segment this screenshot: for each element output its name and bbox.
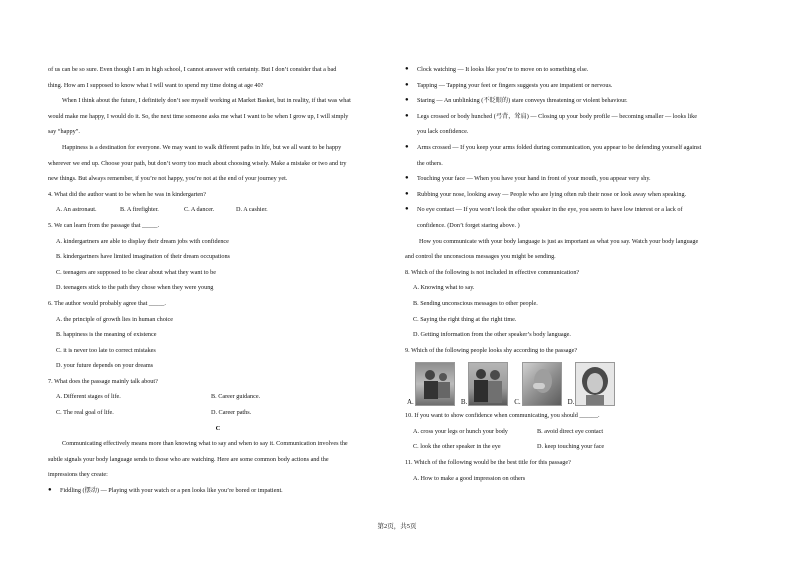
bullet-item [405, 78, 748, 94]
option[interactable]: C. Saying the right thing at the right time. [413, 315, 517, 323]
option[interactable]: B. kindergartners have limited imagination of their dream occupations [56, 253, 230, 261]
right-column [405, 62, 748, 486]
passage-line: would make me happy, I would do it. So, the next time someone asks me what I want to be when I grow up, I will simply [48, 112, 349, 120]
passage-line: new things. But always remember, if you’re not happy, you’re not at the end of your journey yet. [48, 175, 288, 183]
bullet-text: Touching your face — When you have your hand in front of your mouth, you appear very shy. [417, 175, 651, 183]
option[interactable]: B. A firefighter. [120, 206, 159, 214]
bullet-icon: ● [405, 112, 409, 119]
page-number: 第2页，共5页 [377, 523, 417, 530]
passage-line: say “happy”. [48, 128, 80, 136]
bullet-continuation: confidence. (Don’t forget staring above. ) [417, 221, 520, 229]
bullet-icon: ● [48, 487, 52, 494]
bullet-text: Rubbing your nose, looking away — People who are lying often rub their nose or look away when speaking. [417, 190, 687, 198]
question-4-stem: 4. What did the author want to be when he was in kindergarten? [48, 190, 207, 198]
question-7-options-row-1 [48, 389, 388, 405]
option[interactable]: C. look the other speaker in the eye [413, 443, 501, 451]
left-column [48, 62, 388, 499]
picture-option-c[interactable] [514, 362, 561, 406]
passage-line: thing. How am I supposed to know what I will want to spend my time doing at age 40? [48, 81, 264, 89]
bullet-icon: ● [405, 206, 409, 213]
question-9-stem: 9. Which of the following people looks shy according to the passage? [405, 346, 578, 354]
passage-line: Happiness is a destination for everyone. We may want to walk different paths in life, but we all want to be happy [62, 143, 342, 151]
bullet-continuation: you lack confidence. [417, 128, 469, 136]
section-heading: C [215, 424, 221, 432]
option[interactable]: A. How to make a good impression on others [413, 474, 526, 482]
bullet-item [405, 109, 748, 125]
passage-line: and control the unconscious messages you might be sending. [405, 253, 556, 261]
photo-hand-on-face [522, 362, 562, 406]
option[interactable]: D. A cashier. [236, 206, 268, 214]
picture-label: D. [567, 398, 575, 407]
photo-person-arms-folded [415, 362, 455, 406]
option[interactable]: B. Sending unconscious messages to other people. [413, 299, 538, 307]
picture-option-b[interactable] [461, 362, 508, 406]
bullet-icon: ● [405, 175, 409, 182]
passage-line: When I think about the future, I definitely don’t see myself working at Market Basket, but in reality, if that was what [62, 97, 351, 105]
bullet-icon: ● [405, 81, 409, 88]
bullet-icon: ● [405, 143, 409, 150]
question-7-options-row-2 [48, 405, 388, 421]
option[interactable]: C. The real goal of life. [56, 409, 114, 417]
question-9-pictures [405, 360, 748, 406]
question-6-stem: 6. The author would probably agree that _____. [48, 299, 166, 307]
picture-label: A. [407, 398, 414, 407]
bullet-text: Staring — An unblinking (不眨眼的) stare conveys threatening or violent behaviour. [417, 97, 628, 105]
option[interactable]: B. avoid direct eye contact [537, 427, 604, 435]
bullet-item [405, 62, 748, 78]
picture-option-d[interactable] [568, 362, 616, 406]
question-8-stem: 8. Which of the following is not included in effective communication? [405, 268, 580, 276]
option[interactable]: A. Knowing what to say. [413, 284, 475, 292]
option[interactable]: C. A dancer. [184, 206, 215, 214]
question-10-options-row-1 [405, 424, 748, 440]
question-10-stem: 10. If you want to show confidence when communicating, you should ______. [405, 412, 600, 420]
bullet-item [405, 202, 748, 218]
question-5-stem: 5. We can learn from the passage that _____. [48, 221, 160, 229]
bullet-text: Arms crossed — If you keep your arms folded during communication, you appear to be defending yourself against [417, 143, 702, 151]
photo-two-men-talking [468, 362, 508, 406]
passage-line: Communicating effectively means more than knowing what to say and when to say it. Communication involves the [62, 440, 348, 448]
bullet-item [48, 483, 388, 499]
passage-line: subtle signals your body language sends to those who are watching. Here are some common body actions and the [48, 455, 329, 463]
option[interactable]: C. it is never too late to correct mistakes [56, 346, 156, 354]
bullet-icon: ● [405, 97, 409, 104]
bullet-text: Fiddling (摆动) — Playing with your watch or a pen looks like you’re bored or impatient. [60, 487, 283, 495]
option[interactable]: A. kindergartners are able to display their dream jobs with confidence [56, 237, 229, 245]
bullet-item [405, 93, 748, 109]
passage-line: wherever we end up. Choose your path, but don’t worry too much about choosing wisely. Make a mistake or two and try [48, 159, 347, 167]
option[interactable]: D. keep touching your face [537, 443, 605, 451]
bullet-item [405, 171, 748, 187]
photo-smiling-woman [575, 362, 615, 406]
option[interactable]: B. Career guidance. [211, 393, 261, 401]
passage-line: of us can be so sure. Even though I am in high school, I cannot answer with certainty. But I don’t consider that a bad [48, 66, 337, 73]
bullet-text: Tapping — Tapping your feet or fingers suggests you are impatient or nervous. [417, 81, 613, 89]
passage-line: How you communicate with your body language is just as important as what you say. Watch your body language [419, 237, 699, 245]
option[interactable]: D. your future depends on your dreams [56, 362, 154, 370]
bullet-item [405, 187, 748, 203]
option[interactable]: D. Career paths. [211, 409, 252, 417]
question-7-stem: 7. What does the passage mainly talk about? [48, 377, 158, 385]
picture-option-a[interactable] [407, 362, 455, 406]
question-10-options-row-2 [405, 439, 748, 455]
passage-line: impressions they create: [48, 471, 108, 479]
picture-label: C. [514, 398, 521, 407]
option[interactable]: C. teenagers are supposed to be clear about what they want to be [56, 268, 216, 276]
bullet-item [405, 140, 748, 156]
option[interactable]: B. happiness is the meaning of existence [56, 331, 157, 339]
option[interactable]: A. Different stages of life. [56, 393, 121, 401]
bullet-text: Clock watching — It looks like you’re to move on to something else. [417, 66, 589, 73]
question-4-options [48, 202, 388, 218]
bullet-icon: ● [405, 190, 409, 197]
question-11-stem: 11. Which of the following would be the best title for this passage? [405, 459, 571, 467]
bullet-continuation: the others. [417, 159, 443, 167]
option[interactable]: D. Getting information from the other speaker’s body language. [413, 331, 571, 339]
option[interactable]: A. cross your legs or hunch your body [413, 427, 508, 435]
picture-label: B. [460, 398, 468, 407]
bullet-icon: ● [405, 66, 409, 72]
bullet-text: No eye contact — If you won’t look the other speaker in the eye, you seem to have low interest or a lack of [417, 206, 683, 214]
option[interactable]: A. An astronaut. [56, 206, 97, 214]
bullet-text: Legs crossed or body hunched (弓背，耸肩) — Closing up your body profile — becoming smaller — looks like [417, 112, 697, 120]
option[interactable]: A. the principle of growth lies in human choice [56, 315, 174, 323]
option[interactable]: D. teenagers stick to the path they chose when they were young [56, 284, 214, 292]
